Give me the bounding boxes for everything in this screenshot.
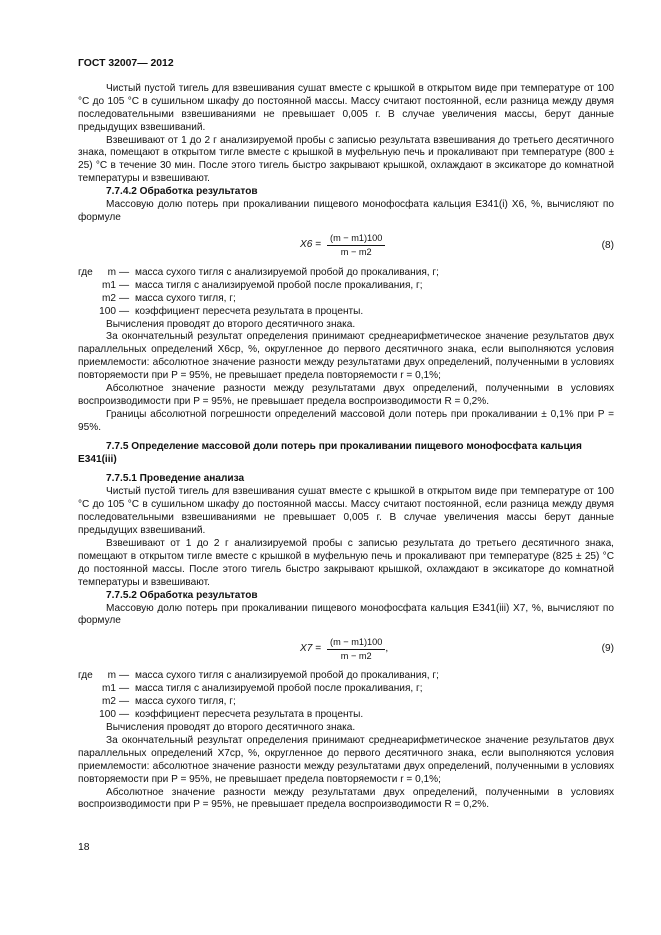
paragraph: За окончательный результат определения принимают среднеарифметическое значение результатов двух параллельных определений X6ср, %, округленное до первого десятичного знака, если выполняются условия приемлемости: абсолютное значение разности между результатами двух определений, полученными в условиях повторяемости при P = 95%, не превышает предела повторяемости r = 0,1%; (78, 331, 614, 382)
definition-symbol: m2 (101, 292, 116, 304)
definition-row (78, 709, 614, 722)
definition-dash: — (119, 266, 130, 278)
definition-text: масса сухого тигля, г; (135, 696, 236, 708)
paragraph: Взвешивают от 1 до 2 г анализируемой пробы с записью результата до третьего десятичного знака, помещают в открытом тигле вместе с крышкой в муфельную печь и прокаливают при температуре (825 ± 25) °С до постоянной массы. После этого тигель быстро закрывают крышкой, охлаждают в эксикаторе до комнатной температуры и взвешивают. (78, 538, 614, 588)
fraction-denominator: m − m2 (340, 247, 372, 258)
definition-symbol: m2 (101, 696, 116, 708)
paragraph: Массовую долю потерь при прокаливании пищевого монофосфата кальция Е341(i) X6, %, вычисляют по формуле (78, 199, 614, 223)
definition-text: масса тигля с анализируемой пробой после прокаливания, г; (135, 279, 423, 291)
definition-row (78, 280, 614, 293)
formula-lhs: X7 = (300, 642, 322, 654)
where-label: где (78, 266, 93, 278)
definition-text: коэффициент пересчета результата в проценты. (135, 709, 364, 721)
definition-symbol: m1 (101, 279, 116, 291)
formula-9 (78, 632, 614, 666)
definition-text: коэффициент пересчета результата в проценты. (135, 305, 364, 317)
paragraph: Чистый пустой тигель для взвешивания сушат вместе с крышкой в открытом виде при температуре от 100 °С до 105 °С в сушильном шкафу до постоянной массы. Массу считают постоянной, если разница между двумя последовательными взвешиваниями не превышает 0,005 г. В случае увеличения массы берут данные предыдущих взвешиваний. (78, 486, 614, 537)
definition-dash: — (119, 696, 130, 708)
paragraph: Массовую долю потерь при прокаливании пищевого монофосфата кальция Е341(iii) X7, %, вычисляют по формуле (78, 602, 614, 627)
definition-row (78, 670, 614, 683)
paragraph: Абсолютное значение разности между результатами двух определений, полученными в условиях воспроизводимости при P = 95%, не превышает предела воспроизводимости R = 0,2%. (78, 786, 614, 811)
definition-text: масса сухого тигля, г; (135, 292, 236, 304)
definition-row (78, 696, 614, 709)
definition-dash: — (119, 305, 130, 317)
definition-dash: — (119, 670, 130, 682)
formula-number: (9) (601, 643, 614, 655)
paragraph: Границы абсолютной погрешности определений массовой доли потерь при прокаливании ± 0,1% при P = 95%. (78, 408, 614, 433)
section-heading: 7.7.4.2 Обработка результатов (106, 186, 258, 198)
document-header: ГОСТ 32007— 2012 (78, 58, 174, 69)
formula-number: (8) (601, 239, 614, 251)
definition-text: масса сухого тигля с анализируемой пробой до прокаливания, г; (135, 266, 439, 278)
fraction-numerator: (m − m1)100 (327, 233, 385, 246)
definition-dash: — (119, 292, 130, 304)
definition-symbol: m (107, 670, 116, 682)
definition-row (78, 683, 614, 696)
formula-lhs: X6 = (300, 239, 322, 251)
definition-row (78, 293, 614, 306)
definition-text: масса сухого тигля с анализируемой пробой до прокаливания, г; (135, 670, 439, 682)
definition-symbol: m (107, 266, 116, 278)
formula-tail: , (385, 642, 389, 654)
section-heading: 7.7.5.2 Обработка результатов (106, 589, 258, 601)
paragraph: За окончательный результат определения принимают среднеарифметическое значение результатов двух параллельных определений X7ср, %, округленное до первого десятичного знака, если выполняются условия приемлемости: абсолютное значение разности между результатами двух определений, полученными в условиях повторяемости при P = 95%, не превышает предела повторяемости r = 0,1%; (78, 734, 614, 785)
paragraph: Взвешивают от 1 до 2 г анализируемой пробы с записью результата взвешивания до третьего десятичного знака, помещают в открытом тигле вместе с крышкой в муфельную печь и прокаливают при температуре (800 ± 25) °С в течение 30 мин. После этого тигель быстро закрывают крышкой, охлаждают в эксикаторе до комнатной температуры и взвешивают. (78, 134, 614, 185)
section-heading: 7.7.5 Определение массовой доли потерь при прокаливании пищевого монофосфата кальция Е341(iii) (78, 440, 582, 465)
where-label: где (78, 670, 93, 682)
definitions-list (78, 267, 614, 319)
definition-dash: — (119, 709, 130, 721)
definition-dash: — (119, 279, 130, 291)
formula-8 (78, 229, 614, 263)
paragraph: Чистый пустой тигель для взвешивания сушат вместе с крышкой в открытом виде при температуре от 100 °С до 105 °С в сушильном шкафу до постоянной массы. Массу считают постоянной, если разница между двумя последовательными взвешиваниями не превышает 0,005 г. В случае увеличения массы, берут данные предыдущих взвешиваний. (78, 82, 614, 133)
paragraph: Вычисления проводят до второго десятичного знака. (106, 721, 356, 733)
fraction (327, 233, 385, 258)
definition-dash: — (119, 683, 130, 695)
page-number: 18 (78, 842, 90, 853)
section-heading: 7.7.5.1 Проведение анализа (106, 473, 245, 485)
fraction-numerator: (m − m1)100 (327, 637, 385, 650)
definition-symbol: 100 (99, 709, 116, 721)
document-page (78, 58, 614, 812)
definition-symbol: 100 (99, 305, 116, 317)
fraction-denominator: m − m2 (340, 650, 372, 661)
definitions-list (78, 670, 614, 722)
fraction (327, 637, 385, 662)
paragraph: Абсолютное значение разности между результатами двух определений, полученными в условиях воспроизводимости при P = 95%, не превышает предела воспроизводимости R = 0,2%. (78, 383, 614, 407)
definition-row (78, 306, 614, 319)
definition-text: масса тигля с анализируемой пробой после прокаливания, г; (135, 683, 423, 695)
definition-row (78, 267, 614, 280)
definition-symbol: m1 (101, 683, 116, 695)
paragraph: Вычисления проводят до второго десятичного знака. (106, 318, 356, 330)
